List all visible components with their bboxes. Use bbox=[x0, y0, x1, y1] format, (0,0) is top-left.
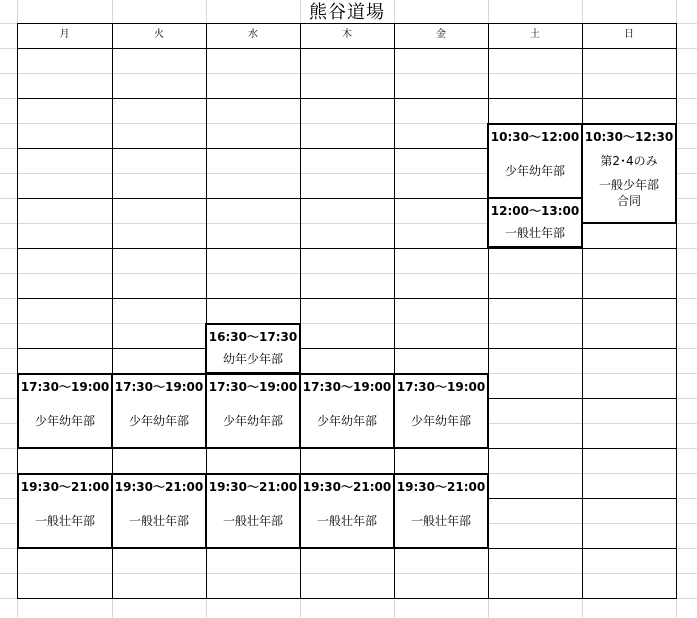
class-note: 第2･4のみ bbox=[600, 154, 658, 168]
class-time: 19:30〜21:00 bbox=[114, 480, 204, 494]
class-label: 少年幼年部 bbox=[222, 414, 283, 428]
class-time: 19:30〜21:00 bbox=[20, 480, 110, 494]
class-label: 一般壮年部 bbox=[34, 514, 95, 528]
class-label: 少年幼年部 bbox=[410, 414, 471, 428]
class-block-fri-night bbox=[393, 473, 489, 549]
class-block-mon-night bbox=[17, 473, 113, 549]
class-time: 10:30〜12:30 bbox=[584, 130, 674, 144]
day-header-sun: 日 bbox=[624, 29, 634, 40]
class-block-thu-evening bbox=[299, 373, 395, 449]
class-label: 少年幼年部 bbox=[316, 414, 377, 428]
class-block-sun-morning bbox=[581, 123, 677, 224]
class-block-fri-evening bbox=[393, 373, 489, 449]
class-block-thu-night bbox=[299, 473, 395, 549]
class-block-wed-night bbox=[205, 473, 301, 549]
class-time: 17:30〜19:00 bbox=[20, 380, 110, 394]
class-label: 少年幼年部 bbox=[128, 414, 189, 428]
class-block-mon-evening bbox=[17, 373, 113, 449]
class-time: 16:30〜17:30 bbox=[208, 330, 298, 344]
class-label: 少年幼年部 bbox=[34, 414, 95, 428]
class-label: 一般壮年部 bbox=[222, 514, 283, 528]
class-label: 少年幼年部 bbox=[504, 164, 565, 178]
class-time: 12:00〜13:00 bbox=[490, 204, 580, 218]
day-header-sat: 土 bbox=[530, 29, 540, 40]
class-label: 一般壮年部 bbox=[316, 514, 377, 528]
class-block-wed-evening bbox=[205, 373, 301, 449]
class-time: 17:30〜19:00 bbox=[114, 380, 204, 394]
class-label-sub: 合同 bbox=[616, 194, 641, 208]
class-time: 17:30〜19:00 bbox=[302, 380, 392, 394]
class-block-sat-noon bbox=[487, 197, 583, 248]
class-block-wed-early bbox=[205, 323, 301, 374]
class-block-sat-morning bbox=[487, 123, 583, 199]
class-time: 17:30〜19:00 bbox=[396, 380, 486, 394]
page-title: 熊谷道場 bbox=[309, 2, 385, 23]
class-label: 一般壮年部 bbox=[128, 514, 189, 528]
class-time: 10:30〜12:00 bbox=[490, 130, 580, 144]
day-header-thu: 木 bbox=[342, 29, 352, 40]
class-label: 一般壮年部 bbox=[410, 514, 471, 528]
day-header-mon: 月 bbox=[59, 29, 70, 40]
class-label: 一般少年部 bbox=[598, 178, 659, 192]
class-block-tue-evening bbox=[111, 373, 207, 449]
class-label: 一般壮年部 bbox=[504, 226, 565, 240]
day-header-wed: 水 bbox=[248, 29, 258, 40]
class-time: 19:30〜21:00 bbox=[302, 480, 392, 494]
class-label: 幼年少年部 bbox=[222, 352, 283, 366]
day-header-fri: 金 bbox=[436, 29, 446, 40]
class-time: 19:30〜21:00 bbox=[396, 480, 486, 494]
class-block-tue-night bbox=[111, 473, 207, 549]
schedule-table bbox=[17, 23, 676, 598]
class-time: 19:30〜21:00 bbox=[208, 480, 298, 494]
day-header-tue: 火 bbox=[154, 29, 164, 40]
class-time: 17:30〜19:00 bbox=[208, 380, 298, 394]
